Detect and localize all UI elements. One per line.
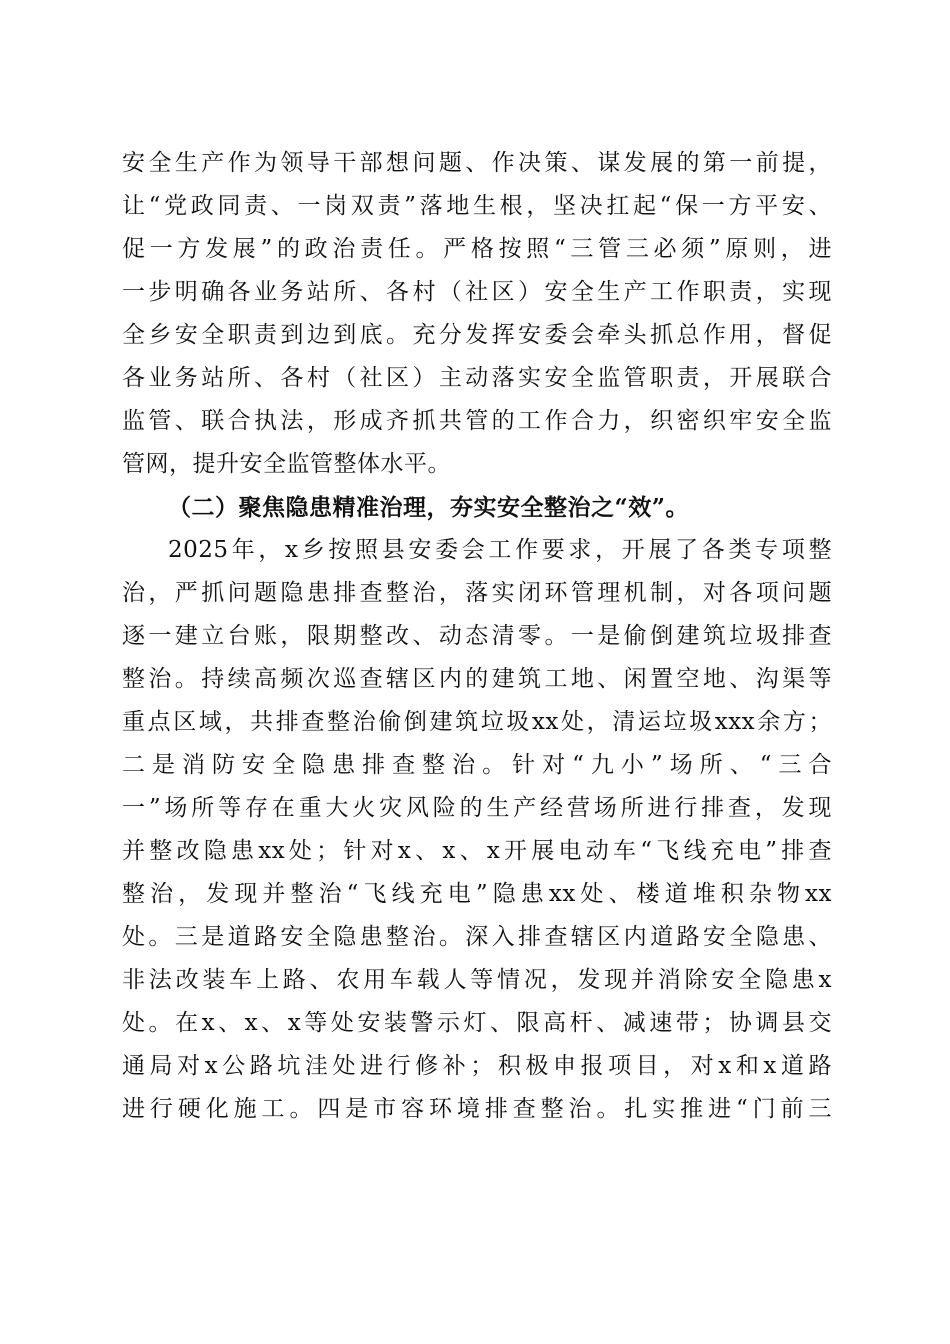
text-line: 非法改装车上路、农用车载人等情况，发现并消除安全隐患x: [122, 967, 832, 993]
paragraph-hazard-rectification: [122, 529, 832, 1131]
text-line: 监管、联合执法，形成齐抓共管的工作合力，织密织牢安全监: [122, 408, 832, 434]
text-line: 促一方发展”的政治责任。严格按照“三管三必须”原则，进: [122, 236, 832, 262]
text-line: 治，严抓问题隐患排查整治，落实闭环管理机制，对各项问题: [122, 580, 832, 606]
text-line: 处。三是道路安全隐患整治。深入排查辖区内道路安全隐患、: [122, 924, 832, 950]
text-line: 一步明确各业务站所、各村（社区）安全生产工作职责，实现: [122, 279, 832, 305]
text-line: 管网，提升安全监管整体水平。: [122, 451, 451, 477]
section-heading: （二）聚焦隐患精准治理，夯实安全整治之“效”。: [168, 494, 689, 521]
text-line: 让“党政同责、一岗双责”落地生根，坚决扛起“保一方平安、: [122, 193, 832, 219]
text-line: 一”场所等存在重大火灾风险的生产经营场所进行排查，发现: [122, 795, 832, 821]
text-line: 并整改隐患xx处；针对x、x、x开展电动车“飞线充电”排查: [122, 838, 832, 864]
text-line: 重点区域，共排查整治偷倒建筑垃圾xx处，清运垃圾xxx余方；: [122, 709, 832, 735]
text-line: 逐一建立台账，限期整改、动态清零。一是偷倒建筑垃圾排查: [122, 623, 832, 649]
text-line: 进行硬化施工。四是市容环境排查整治。扎实推进“门前三: [122, 1096, 832, 1122]
text-line: 各业务站所、各村（社区）主动落实安全监管职责，开展联合: [122, 365, 832, 391]
text-line: 处。在x、x、x等处安装警示灯、限高杆、减速带；协调县交: [122, 1010, 832, 1036]
text-line: 安全生产作为领导干部想问题、作决策、谋发展的第一前提，: [122, 150, 832, 176]
text-line: 整治。持续高频次巡查辖区内的建筑工地、闲置空地、沟渠等: [122, 666, 832, 692]
text-line: 全乡安全职责到边到底。充分发挥安委会牵头抓总作用，督促: [122, 322, 832, 348]
text-line: 2025年，x乡按照县安委会工作要求，开展了各类专项整: [168, 537, 832, 563]
text-line: 整治，发现并整治“飞线充电”隐患xx处、楼道堆积杂物xx: [122, 881, 832, 907]
text-line: 二是消防安全隐患排查整治。针对“九小”场所、“三合: [122, 752, 832, 778]
paragraph-responsibility: [122, 142, 832, 486]
document-body: [122, 142, 832, 1131]
text-line: 通局对x公路坑洼处进行修补；积极申报项目，对x和x道路: [122, 1053, 832, 1079]
